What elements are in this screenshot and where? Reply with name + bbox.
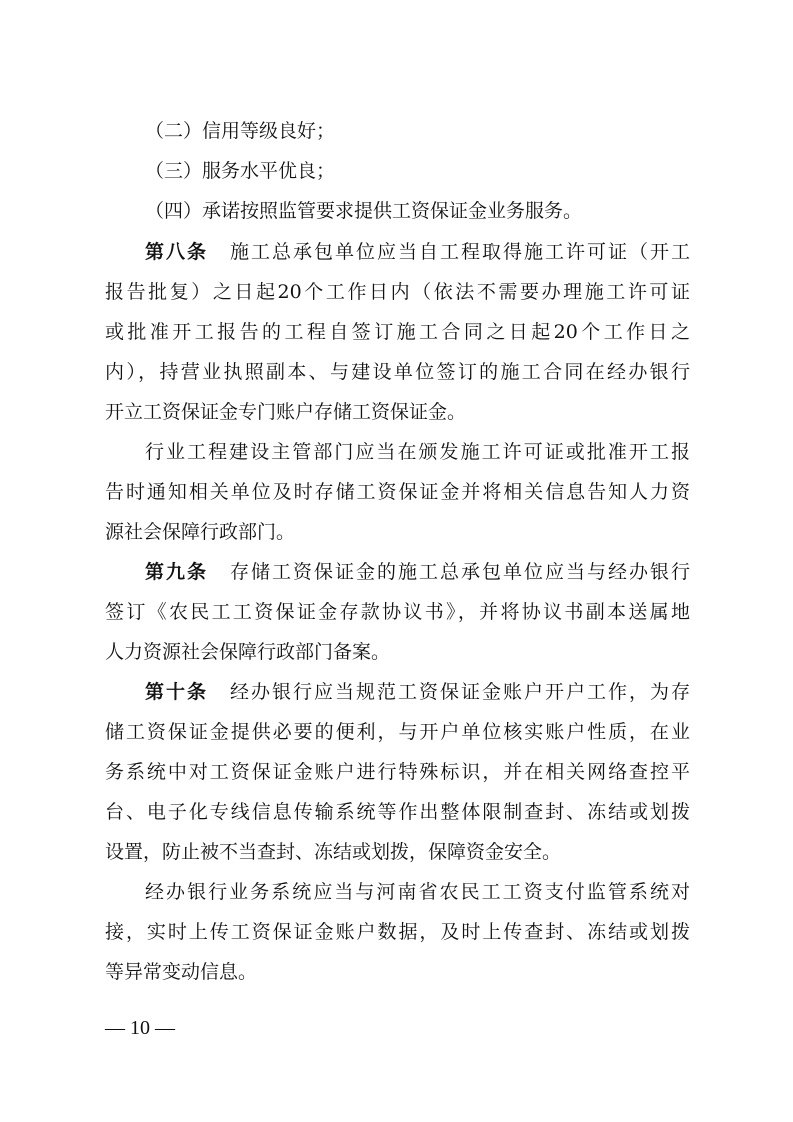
article-10-para2-line-1: 经办银行业务系统应当与河南省农民工工资支付监管系统对: [145, 881, 690, 903]
article-10-para2-line-3: 等异常变动信息。: [105, 961, 258, 983]
article-9-text-1: 存储工资保证金的施工总承包单位应当与经办银行: [228, 561, 690, 583]
article-8-line-2: 报告批复）之日起20个工作日内（依法不需要办理施工许可证: [105, 281, 690, 303]
article-8-line-4: 内），持营业执照副本、与建设单位签订的施工合同在经办银行: [105, 361, 690, 383]
article-9-line-1: [145, 558, 690, 586]
article-10-para2-line-2: 接，实时上传工资保证金账户数据，及时上传查封、冻结或划拨: [105, 921, 690, 943]
article-10-line-5: 设置，防止被不当查封、冻结或划拨，保障资金安全。: [105, 841, 562, 863]
article-8-heading: 第八条: [145, 241, 208, 263]
article-10-text-1: 经办银行应当规范工资保证金账户开户工作，为存: [228, 681, 690, 703]
page-number: — 10 —: [105, 1017, 175, 1039]
article-9-line-3: 人力资源社会保障行政部门备案。: [105, 641, 391, 663]
article-8-para2-line-1: 行业工程建设主管部门应当在颁发施工许可证或批准开工报: [145, 441, 690, 463]
article-10-line-1: [145, 678, 690, 706]
article-8-para2-line-3: 源社会保障行政部门。: [105, 521, 296, 543]
clause-item-3: （三）服务水平优良；: [145, 160, 336, 182]
article-8-line-5: 开立工资保证金专门账户存储工资保证金。: [105, 401, 467, 423]
article-8-line-3: 或批准开工报告的工程自签订施工合同之日起20个工作日之: [105, 321, 690, 343]
article-10-line-4: 台、电子化专线信息传输系统等作出整体限制查封、冻结或划拨: [105, 801, 690, 823]
article-10-line-2: 储工资保证金提供必要的便利，与开户单位核实账户性质，在业: [105, 721, 690, 743]
article-8-para2-line-2: 告时通知相关单位及时存储工资保证金并将相关信息告知人力资: [105, 481, 690, 503]
article-8-line-1: [145, 238, 690, 266]
article-8-text-1: 施工总承包单位应当自工程取得施工许可证（开工: [228, 241, 690, 263]
article-10-line-3: 务系统中对工资保证金账户进行特殊标识，并在相关网络查控平: [105, 761, 690, 783]
clause-item-4: （四）承诺按照监管要求提供工资保证金业务服务。: [145, 200, 583, 222]
clause-item-2: （二）信用等级良好；: [145, 120, 336, 142]
article-9-heading: 第九条: [145, 561, 208, 583]
article-10-heading: 第十条: [145, 681, 208, 703]
article-9-line-2: 签订《农民工工资保证金存款协议书》，并将协议书副本送属地: [105, 601, 690, 623]
